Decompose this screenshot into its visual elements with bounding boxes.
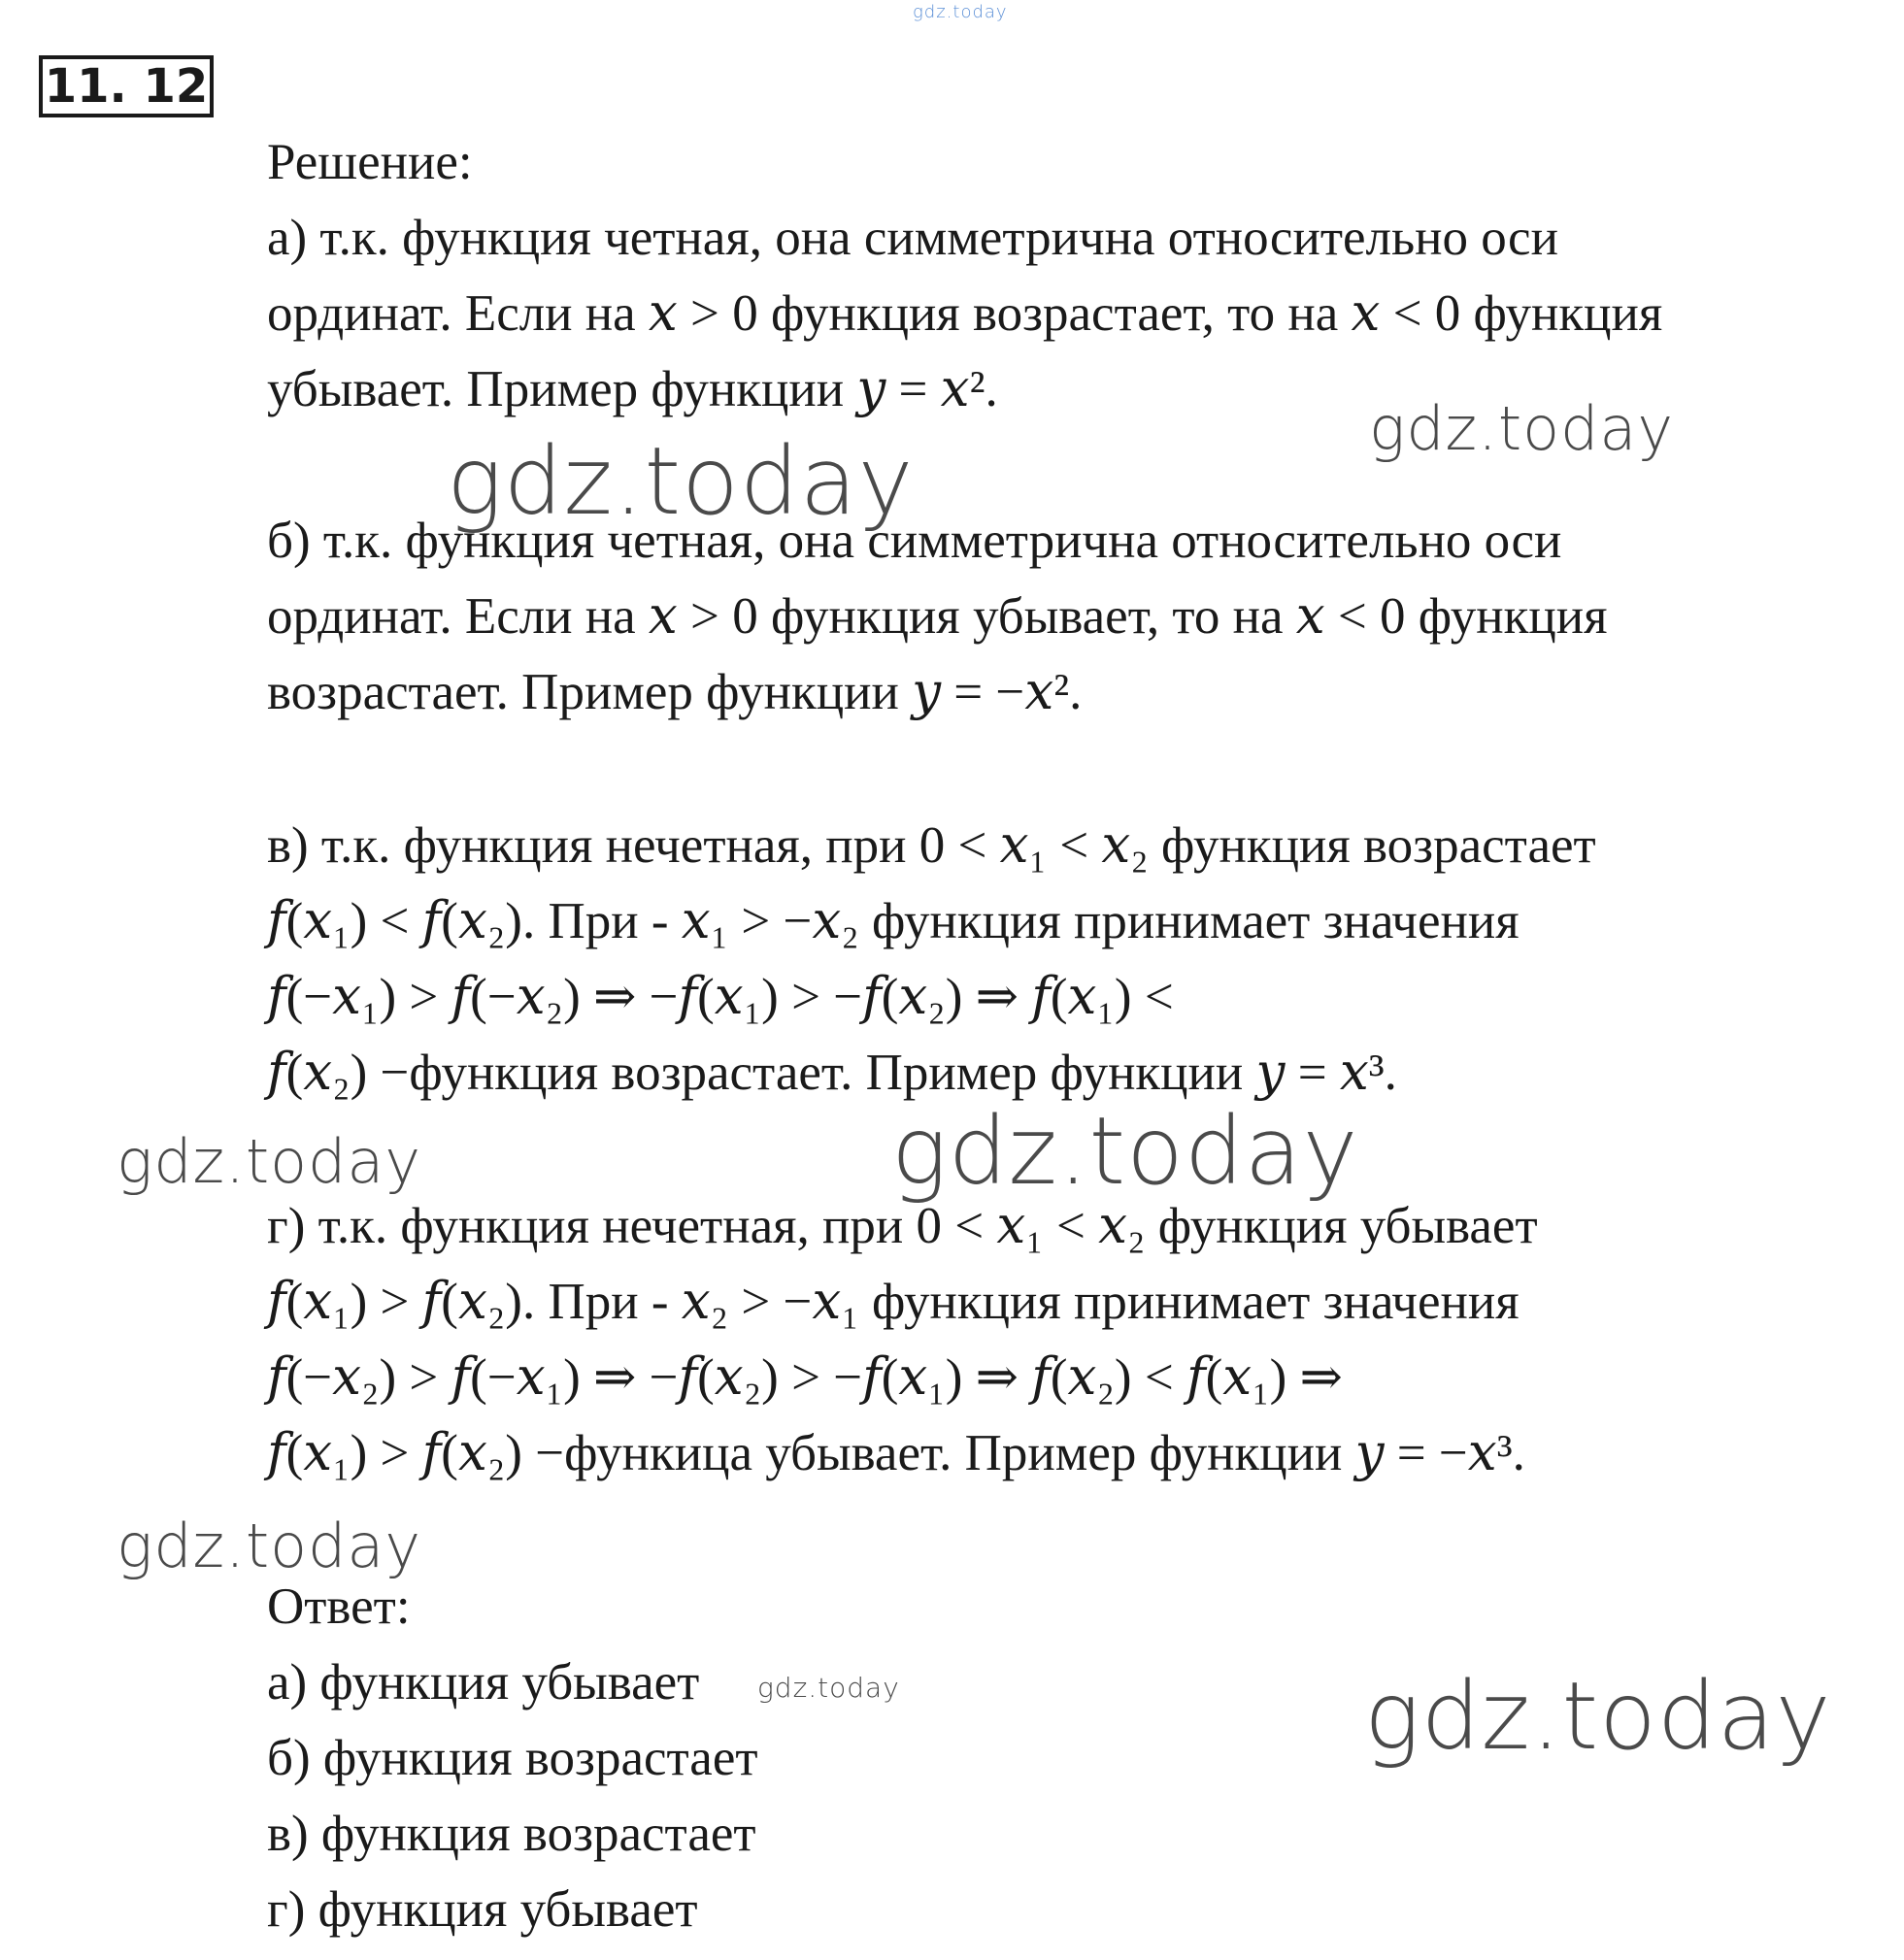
answer-heading: Ответ:: [267, 1578, 411, 1635]
solution-line: убывает. Пример функции 𝑦 = 𝑥².: [267, 361, 998, 417]
solution-line: 𝑓(𝑥₁) > 𝑓(𝑥₂) −функица убывает. Пример функции 𝑦 = −𝑥³.: [267, 1425, 1525, 1481]
watermark: gdz.today: [447, 427, 915, 536]
solution-line: г) т.к. функция нечетная, при 0 < 𝑥₁ < 𝑥₂ функция убывает: [267, 1198, 1538, 1254]
solution-line: в) т.к. функция нечетная, при 0 < 𝑥₁ < 𝑥₂ функция возрастает: [267, 817, 1596, 874]
watermark: gdz.today: [117, 1511, 422, 1581]
problem-number: 11. 12: [39, 55, 214, 117]
answer-line: б) функция возрастает: [267, 1730, 758, 1786]
answer-line: а) функция убывает: [267, 1654, 700, 1711]
solution-line: 𝑓(−𝑥₂) > 𝑓(−𝑥₁) ⇒ −𝑓(𝑥₂) > −𝑓(𝑥₁) ⇒ 𝑓(𝑥₂) < 𝑓(𝑥₁) ⇒: [267, 1349, 1343, 1406]
answer-line: в) функция возрастает: [267, 1806, 756, 1862]
watermark: gdz.today: [1364, 1662, 1832, 1771]
solution-heading: Решение:: [267, 134, 473, 190]
solution-line: возрастает. Пример функции 𝑦 = −𝑥².: [267, 664, 1083, 720]
watermark: gdz.today: [117, 1126, 422, 1197]
watermark: gdz.today: [1369, 393, 1675, 464]
solution-line: а) т.к. функция четная, она симметрична относительно оси: [267, 210, 1558, 266]
solution-line: б) т.к. функция четная, она симметрична относительно оси: [267, 513, 1562, 569]
solution-line: 𝑓(𝑥₂) −функция возрастает. Пример функции 𝑦 = 𝑥³.: [267, 1045, 1397, 1101]
answer-line: г) функция убывает: [267, 1881, 698, 1938]
watermark: gdz.today: [891, 1097, 1359, 1206]
solution-line: 𝑓(𝑥₁) < 𝑓(𝑥₂). При - 𝑥₁ > −𝑥₂ функция принимает значения: [267, 893, 1520, 949]
solution-line: ординат. Если на 𝑥 > 0 функция убывает, то на 𝑥 < 0 функция: [267, 588, 1608, 645]
watermark: gdz.today: [913, 2, 1008, 22]
watermark: gdz.today: [757, 1672, 900, 1704]
solution-line: 𝑓(−𝑥₁) > 𝑓(−𝑥₂) ⇒ −𝑓(𝑥₁) > −𝑓(𝑥₂) ⇒ 𝑓(𝑥₁) <: [267, 969, 1174, 1025]
solution-line: ординат. Если на 𝑥 > 0 функция возрастает, то на 𝑥 < 0 функция: [267, 285, 1663, 342]
solution-line: 𝑓(𝑥₁) > 𝑓(𝑥₂). При - 𝑥₂ > −𝑥₁ функция принимает значения: [267, 1274, 1520, 1330]
